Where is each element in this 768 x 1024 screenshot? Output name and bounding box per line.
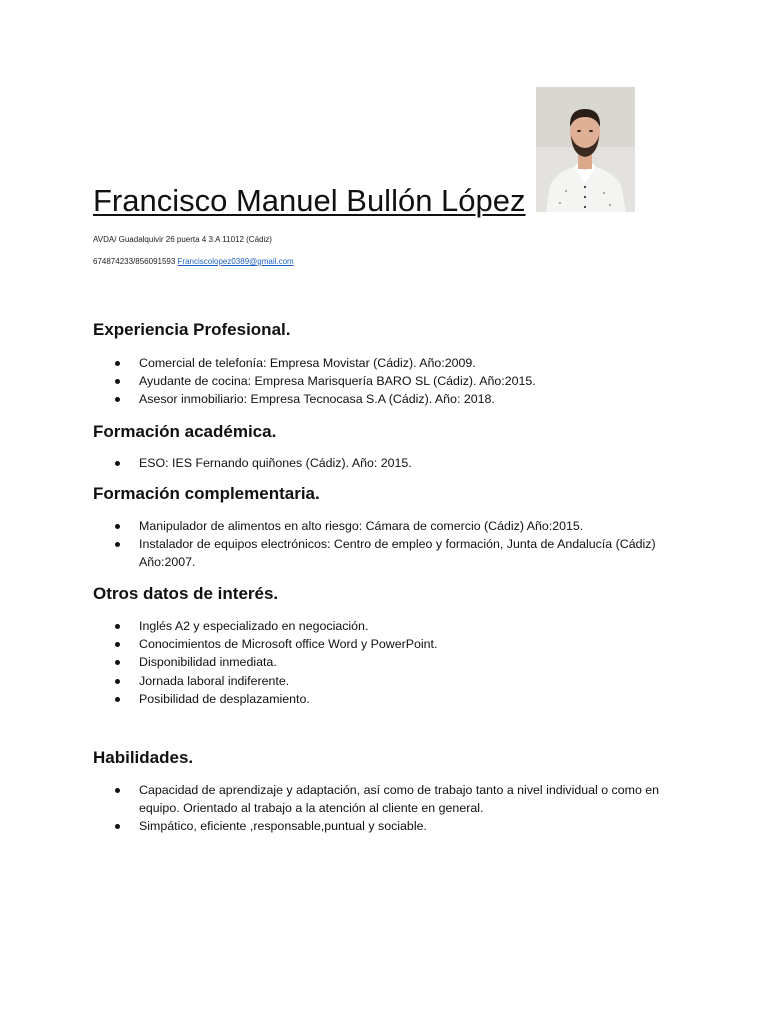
section-title-habilidades: Habilidades. (93, 748, 194, 767)
list-item: Disponibilidad inmediata. (0, 653, 768, 671)
list-item: Instalador de equipos electrónicos: Centro de empleo y formación, Junta de Andalucía (Cádiz) Año:2007. (0, 535, 768, 571)
list-item: Posibilidad de desplazamiento. (0, 690, 768, 708)
bullet-icon (115, 824, 120, 829)
bullet-icon (115, 361, 120, 366)
list-item: Ayudante de cocina: Empresa Marisquería BARO SL (Cádiz). Año:2015. (0, 372, 768, 390)
list-item: Jornada laboral indiferente. (0, 672, 768, 690)
list-habilidades (0, 781, 768, 836)
bullet-icon (115, 788, 120, 793)
phone-numbers: 674874233/856091593 (93, 257, 176, 266)
list-otros (0, 617, 768, 708)
list-item: ESO: IES Fernando quiñones (Cádiz). Año: 2015. (0, 454, 768, 472)
bullet-icon (115, 642, 120, 647)
list-item: Comercial de telefonía: Empresa Movistar (Cádiz). Año:2009. (0, 354, 768, 372)
full-name-heading: Francisco Manuel Bullón López (93, 183, 526, 218)
list-item: Manipulador de alimentos en alto riesgo: Cámara de comercio (Cádiz) Año:2015. (0, 517, 768, 535)
bullet-icon (115, 524, 120, 529)
person-photo-icon (536, 87, 635, 212)
bullet-icon (115, 679, 120, 684)
list-complementaria (0, 517, 768, 572)
bullet-icon (115, 379, 120, 384)
bullet-icon (115, 697, 120, 702)
contact-line (93, 256, 294, 267)
list-item: Simpático, eficiente ,responsable,puntual y sociable. (0, 817, 768, 835)
list-item: Capacidad de aprendizaje y adaptación, así como de trabajo tanto a nivel individual o como en equipo. Orientado al trabajo a la atención al cliente en general. (0, 781, 768, 817)
address-text: AVDA/ Guadalquivir 26 puerta 4 3.A 11012 (Cádiz) (93, 235, 272, 244)
bullet-icon (115, 624, 120, 629)
list-experiencia (0, 354, 768, 409)
section-title-experiencia: Experiencia Profesional. (93, 320, 291, 339)
bullet-icon (115, 660, 120, 665)
list-item: Inglés A2 y especializado en negociación. (0, 617, 768, 635)
bullet-icon (115, 542, 120, 547)
bullet-icon (115, 397, 120, 402)
section-title-formacion: Formación académica. (93, 422, 277, 441)
list-item: Conocimientos de Microsoft office Word y PowerPoint. (0, 635, 768, 653)
list-item: Asesor inmobiliario: Empresa Tecnocasa S.A (Cádiz). Año: 2018. (0, 390, 768, 408)
list-formacion (0, 454, 768, 472)
section-title-otros: Otros datos de interés. (93, 584, 279, 603)
bullet-icon (115, 461, 120, 466)
section-title-complementaria: Formación complementaria. (93, 484, 320, 503)
profile-photo (536, 87, 635, 212)
email-link[interactable]: Franciscolopez0389@gmail.com (177, 257, 294, 266)
